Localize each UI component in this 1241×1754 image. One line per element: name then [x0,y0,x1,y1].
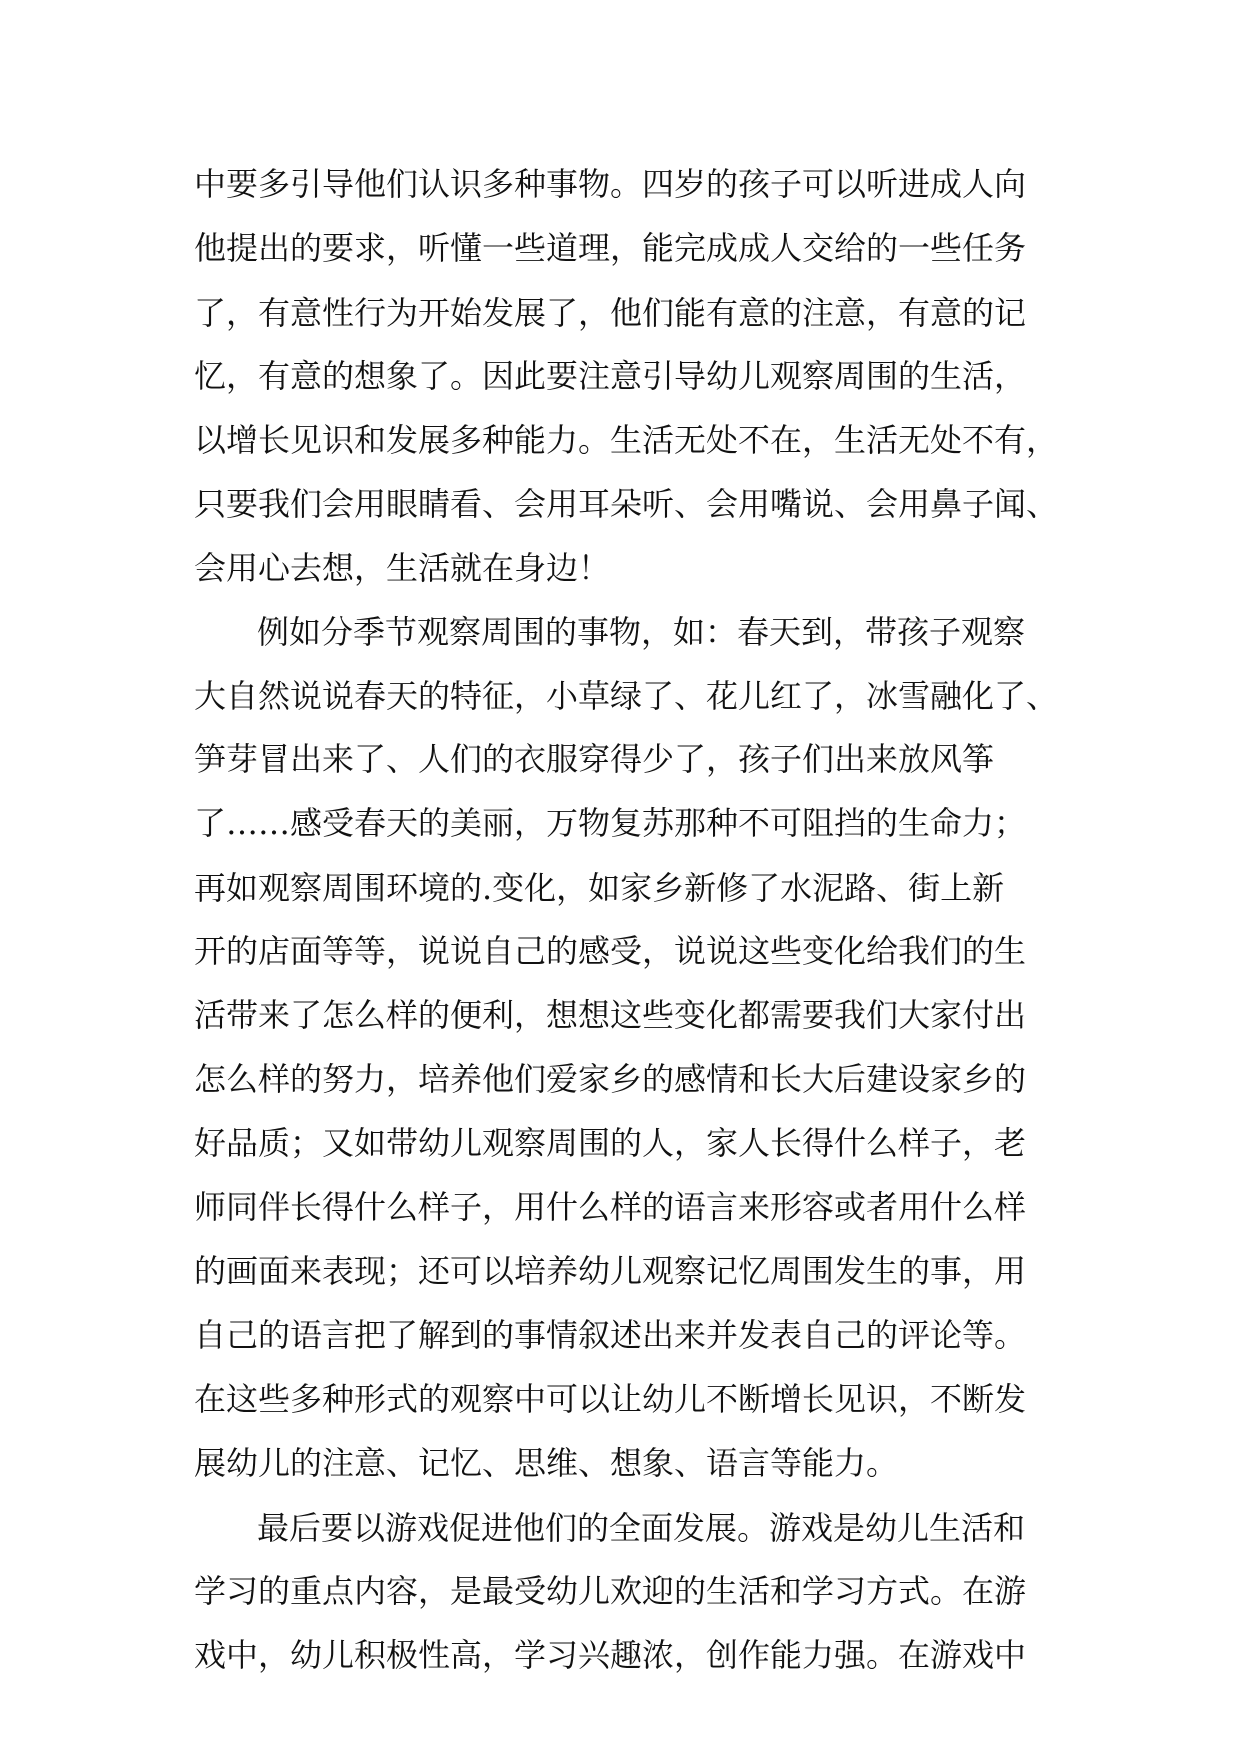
text-line: 忆，有意的想象了。因此要注意引导幼儿观察周围的生活， [194,357,1027,395]
text-line: 自己的语言把了解到的事情叙述出来并发表自己的评论等。 [194,1316,1027,1354]
text-line: 活带来了怎么样的便利，想想这些变化都需要我们大家付出 [194,996,1027,1034]
text-line: 开的店面等等，说说自己的感受，说说这些变化给我们的生 [194,932,1027,970]
text-line: 了……感受春天的美丽，万物复苏那种不可阻挡的生命力； [194,804,1027,842]
text-line: 了，有意性行为开始发展了，他们能有意的注意，有意的记 [194,294,1027,332]
text-line: 师同伴长得什么样子，用什么样的语言来形容或者用什么样 [194,1188,1027,1226]
text-line: 笋芽冒出来了、人们的衣服穿得少了，孩子们出来放风筝 [194,740,995,778]
text-line: 怎么样的努力，培养他们爱家乡的感情和长大后建设家乡的 [194,1060,1027,1098]
paragraph-first-line: 例如分季节观察周围的事物，如：春天到，带孩子观察 [257,613,1026,651]
text-line: 的画面来表现；还可以培养幼儿观察记忆周围发生的事，用 [194,1252,1027,1290]
paragraph-first-line: 最后要以游戏促进他们的全面发展。游戏是幼儿生活和 [257,1509,1026,1547]
text-line: 在这些多种形式的观察中可以让幼儿不断增长见识，不断发 [194,1380,1027,1418]
text-line: 会用心去想，生活就在身边！ [194,549,611,587]
text-line: 只要我们会用眼睛看、会用耳朵听、会用嘴说、会用鼻子闻、 [194,485,1059,523]
text-line: 再如观察周围环境的.变化，如家乡新修了水泥路、街上新 [194,869,1005,907]
text-line: 戏中，幼儿积极性高，学习兴趣浓，创作能力强。在游戏中 [194,1636,1027,1674]
text-line: 学习的重点内容，是最受幼儿欢迎的生活和学习方式。在游 [194,1572,1027,1610]
text-line: 中要多引导他们认识多种事物。四岁的孩子可以听进成人向 [194,165,1027,203]
text-line: 大自然说说春天的特征，小草绿了、花儿红了，冰雪融化了、 [194,677,1059,715]
text-line: 以增长见识和发展多种能力。生活无处不在，生活无处不有， [194,421,1059,459]
text-line: 展幼儿的注意、记忆、思维、想象、语言等能力。 [194,1444,899,1482]
text-line: 他提出的要求，听懂一些道理，能完成成人交给的一些任务 [194,229,1027,267]
text-line: 好品质；又如带幼儿观察周围的人，家人长得什么样子，老 [194,1124,1027,1162]
